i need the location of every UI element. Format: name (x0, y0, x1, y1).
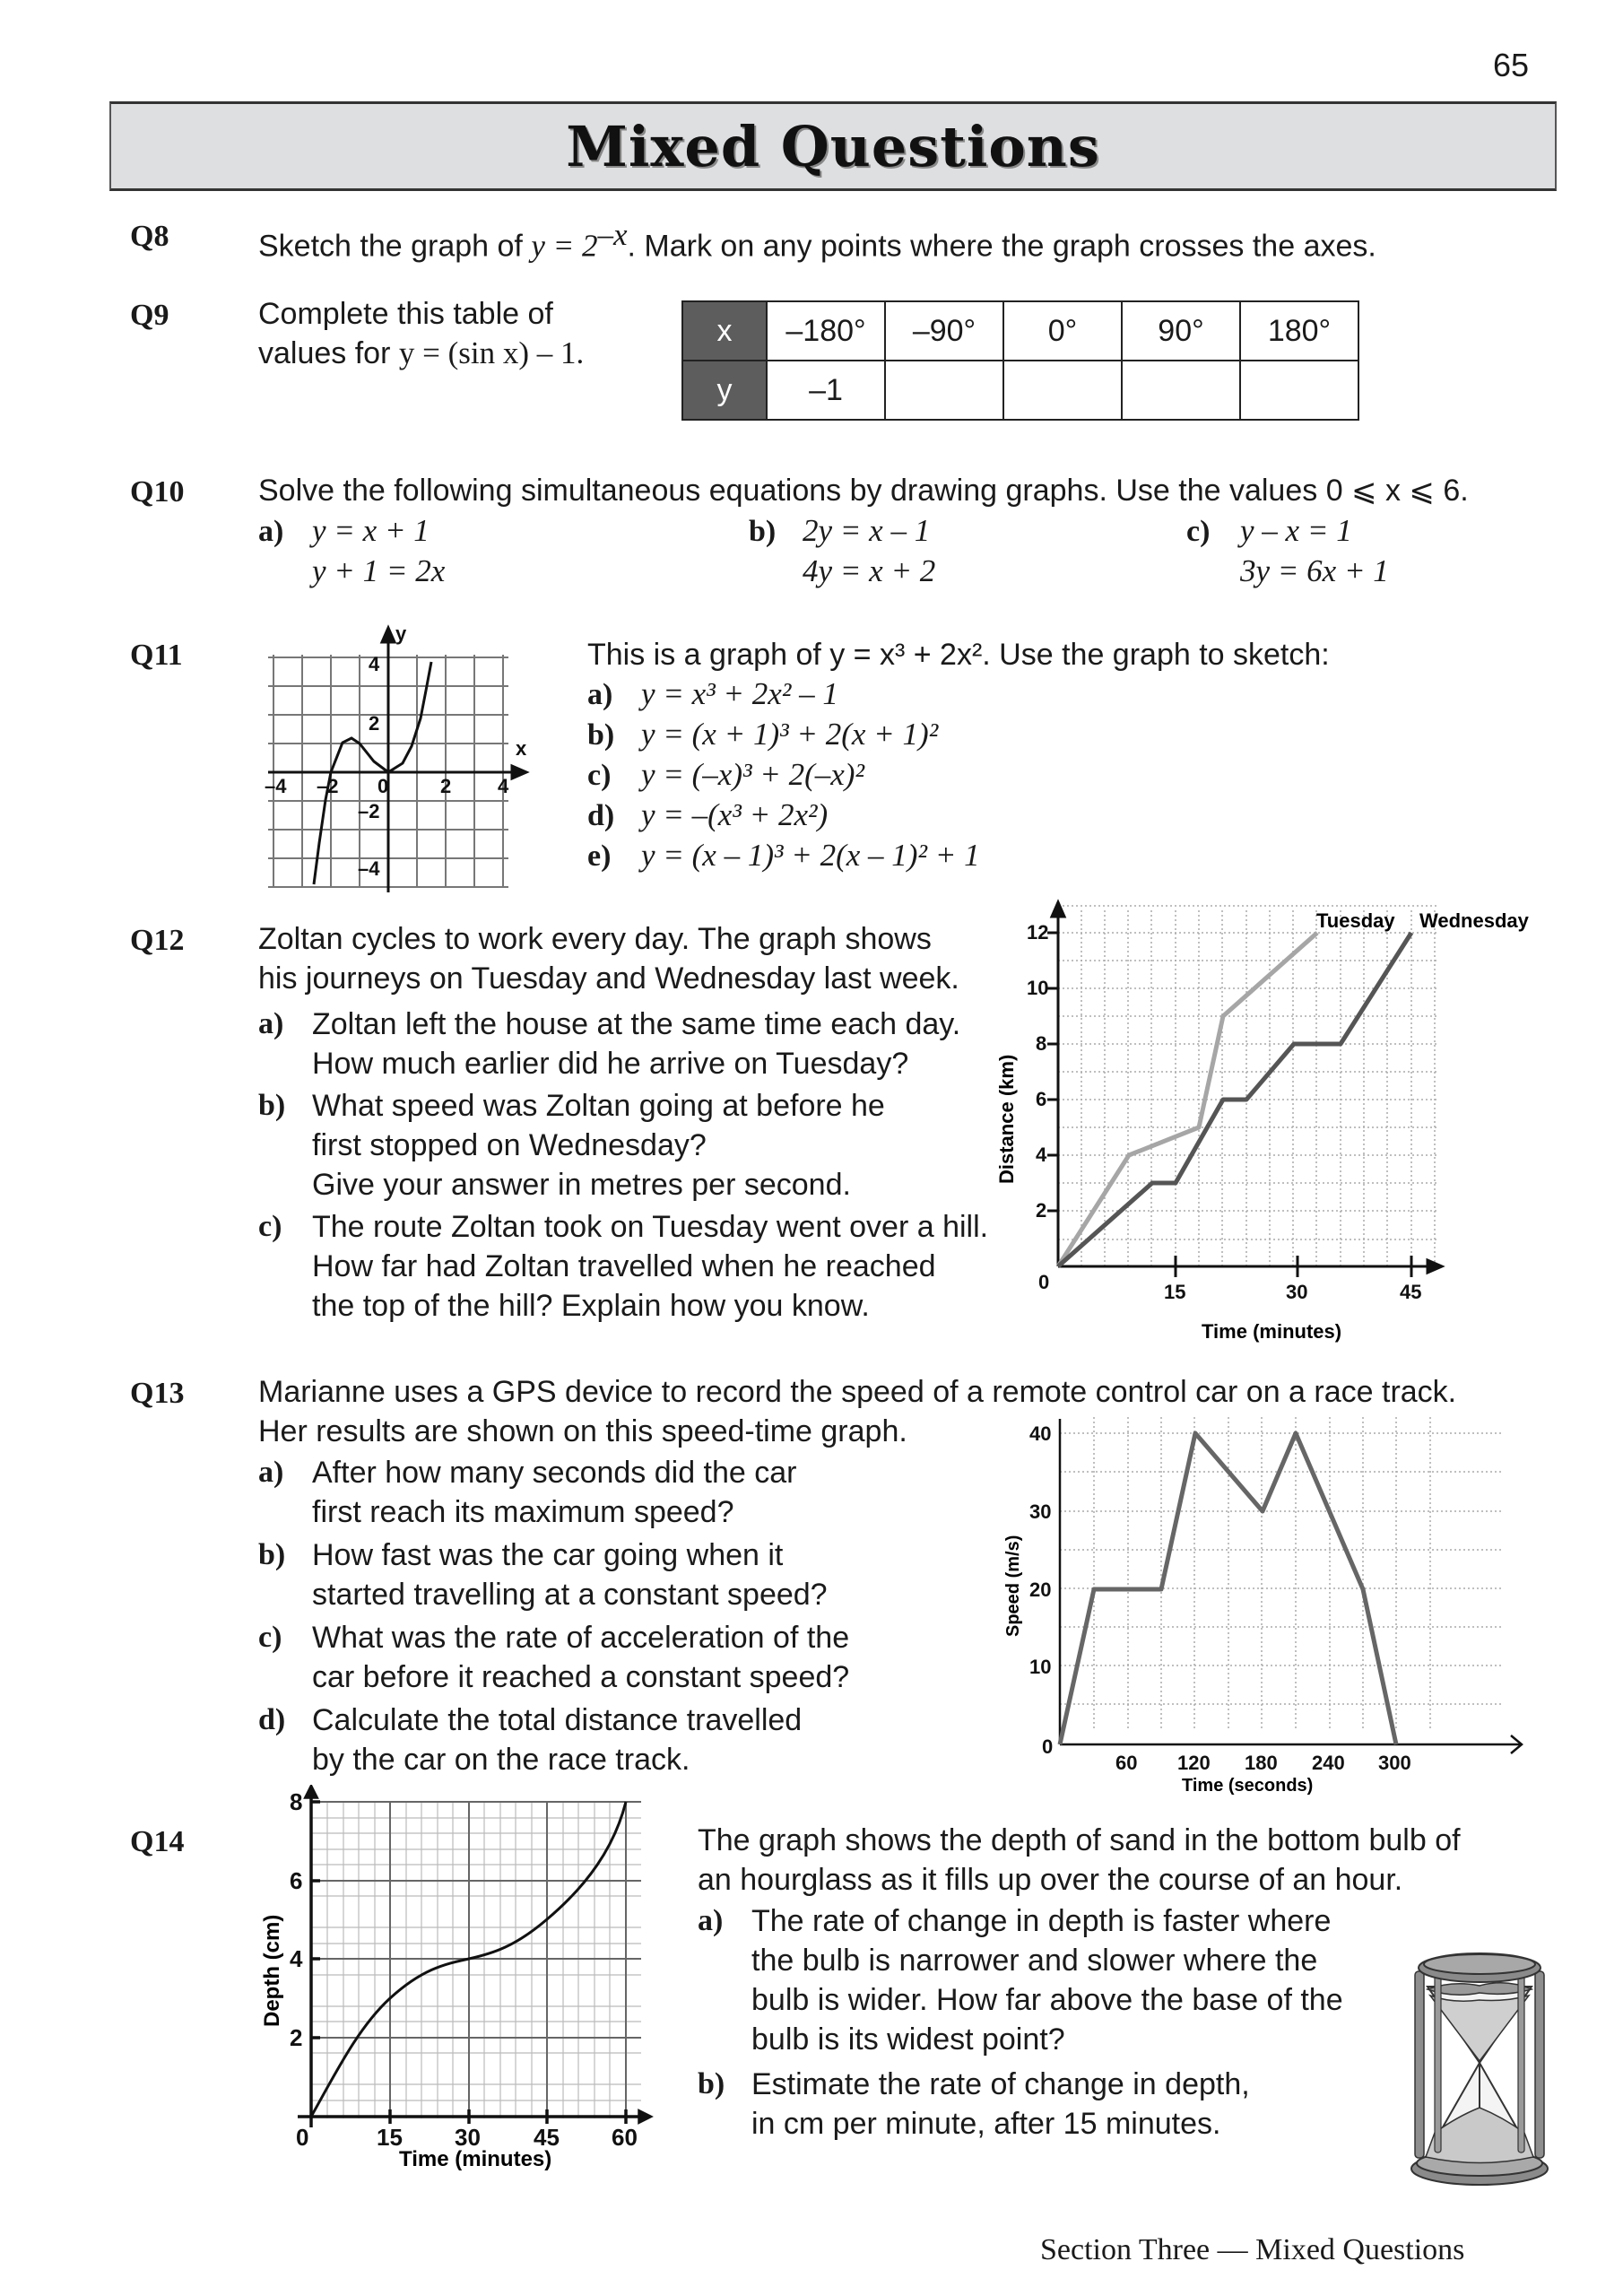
intro-line: Marianne uses a GPS device to record the speed of a remote control car on a race track. (258, 1375, 1457, 1409)
part-line: What speed was Zoltan going at before he (312, 1089, 885, 1123)
legend-wednesday: Wednesday (1419, 909, 1529, 932)
part-line: How far had Zoltan travelled when he reached (312, 1249, 936, 1283)
grid-lines (1058, 906, 1439, 1266)
q11-number: Q11 (130, 639, 183, 672)
x-axis-label: Time (minutes) (399, 2147, 552, 2171)
part-label: b) (258, 1538, 286, 1571)
q9-line2-text: values for (258, 336, 399, 370)
minor-grid (311, 1803, 641, 2118)
part-label: a) (258, 1456, 284, 1489)
svg-text:45: 45 (1400, 1281, 1422, 1303)
part-line: How much earlier did he arrive on Tuesday? (312, 1047, 909, 1081)
svg-text:–4: –4 (358, 857, 380, 880)
page-title: Mixed Questions (566, 114, 1100, 179)
svg-text:4: 4 (369, 653, 380, 675)
part-line: bulb is its widest point? (751, 2022, 1065, 2057)
part-label: c) (258, 1621, 282, 1654)
svg-text:10: 10 (1027, 977, 1049, 999)
intro-line: an hourglass as it fills up over the course of an hour. (698, 1863, 1403, 1897)
part-line: bulb is wider. How far above the base of the (751, 1983, 1343, 2017)
part-label: c) (587, 759, 612, 792)
q12-number: Q12 (130, 924, 185, 957)
equation: 3y = 6x + 1 (1240, 553, 1389, 588)
part-line: the top of the hill? Explain how you know. (312, 1289, 870, 1323)
svg-text:8: 8 (290, 1788, 303, 1815)
table-cell: 0° (1003, 301, 1122, 361)
axes (1060, 1419, 1522, 1753)
equation: 2y = x – 1 (803, 513, 931, 548)
q11-cubic-graph (265, 619, 542, 897)
equation: y = (–x)³ + 2(–x)² (641, 757, 864, 792)
svg-text:6: 6 (290, 1867, 303, 1894)
q10-part-b (749, 511, 935, 591)
part-label: a) (258, 1007, 284, 1040)
svg-text:30: 30 (1029, 1500, 1052, 1523)
svg-text:10: 10 (1029, 1656, 1052, 1678)
q13-parts (258, 1453, 849, 1779)
svg-text:4: 4 (290, 1945, 303, 1972)
q9-values-table (681, 300, 1359, 421)
part-line: Estimate the rate of change in depth, (751, 2067, 1250, 2101)
equation: y + 1 = 2x (312, 553, 446, 588)
q8-text-a: Sketch the graph of (258, 229, 532, 264)
q14-parts (698, 1901, 1343, 2144)
svg-text:30: 30 (455, 2124, 481, 2151)
svg-text:15: 15 (1164, 1281, 1186, 1303)
part-label: a) (587, 678, 613, 711)
svg-text:–2: –2 (317, 775, 339, 797)
part-label: b) (258, 1089, 286, 1122)
intro-line: The graph shows the depth of sand in the bottom bulb of (698, 1823, 1461, 1857)
equation: y = –(x³ + 2x²) (641, 797, 829, 832)
table-cell-blank[interactable] (1122, 361, 1240, 420)
svg-text:240: 240 (1312, 1752, 1345, 1774)
svg-text:8: 8 (1036, 1032, 1047, 1055)
tick-labels (1029, 1422, 1411, 1774)
svg-text:x: x (516, 737, 527, 760)
svg-text:y: y (395, 622, 407, 645)
svg-text:300: 300 (1378, 1752, 1411, 1774)
axes (268, 628, 526, 892)
q9-line1: Complete this table of (258, 297, 553, 331)
y-axis-label: Distance (km) (995, 1054, 1018, 1184)
part-line: car before it reached a constant speed? (312, 1660, 850, 1694)
svg-text:6: 6 (1036, 1088, 1047, 1110)
equation: y = (x – 1)³ + 2(x – 1)² + 1 (641, 838, 980, 873)
part-label: d) (258, 1703, 286, 1736)
svg-text:2: 2 (440, 775, 452, 797)
part-line: What was the rate of acceleration of the (312, 1621, 850, 1655)
part-label: c) (1186, 515, 1211, 548)
q11-parts (587, 674, 980, 876)
equation: y – x = 1 (1240, 513, 1352, 548)
svg-text:60: 60 (1115, 1752, 1138, 1774)
q9-number: Q9 (130, 299, 169, 332)
svg-text:120: 120 (1177, 1752, 1211, 1774)
svg-text:0: 0 (296, 2124, 309, 2151)
q13-number: Q13 (130, 1377, 185, 1410)
table-cell-blank[interactable] (885, 361, 1003, 420)
svg-text:180: 180 (1245, 1752, 1278, 1774)
part-label: a) (258, 515, 284, 548)
svg-text:15: 15 (377, 2124, 403, 2151)
table-cell: 180° (1240, 301, 1358, 361)
svg-text:–2: –2 (358, 800, 380, 822)
table-cell-blank[interactable] (1240, 361, 1358, 420)
part-label: e) (587, 839, 612, 873)
svg-text:0: 0 (1042, 1735, 1054, 1758)
q9-line2 (258, 334, 584, 373)
part-line: The rate of change in depth is faster where (751, 1904, 1332, 1938)
tick-labels (1027, 921, 1421, 1303)
svg-text:40: 40 (1029, 1422, 1052, 1445)
footer-section-title: Section Three — Mixed Questions (1040, 2233, 1465, 2266)
part-label: d) (587, 799, 615, 832)
part-line: by the car on the race track. (312, 1743, 690, 1777)
equation: 4y = x + 2 (803, 553, 936, 588)
svg-text:60: 60 (612, 2124, 638, 2151)
svg-text:0: 0 (1038, 1271, 1050, 1293)
x-axis-label: Time (seconds) (1182, 1776, 1314, 1796)
q8-text (258, 215, 1376, 265)
svg-text:45: 45 (534, 2124, 560, 2151)
table-cell: –90° (885, 301, 1003, 361)
part-line: started travelling at a constant speed? (312, 1578, 828, 1612)
q12-distance-time-graph (986, 897, 1533, 1345)
q12-parts (258, 1004, 988, 1326)
q11-intro: This is a graph of y = x³ + 2x². Use the graph to sketch: (587, 638, 1330, 672)
q13-speed-time-graph (986, 1399, 1524, 1798)
table-cell-blank[interactable] (1003, 361, 1122, 420)
part-line: Zoltan left the house at the same time each day. (312, 1007, 961, 1041)
q10-text: Solve the following simultaneous equations by drawing graphs. Use the values 0 ⩽ x ⩽ 6. (258, 474, 1469, 508)
part-label: b) (698, 2067, 725, 2100)
hourglass-icon (1399, 1937, 1560, 2197)
legend-tuesday: Tuesday (1316, 909, 1395, 932)
q8-number: Q8 (130, 220, 169, 253)
q14-intro (698, 1821, 1461, 1900)
part-line: first stopped on Wednesday? (312, 1128, 707, 1162)
part-line: in cm per minute, after 15 minutes. (751, 2107, 1221, 2141)
table-header-y: y (682, 361, 767, 420)
title-banner (109, 101, 1557, 191)
part-line: the bulb is narrower and slower where the (751, 1944, 1318, 1978)
svg-text:2: 2 (1036, 1199, 1047, 1222)
part-line: Calculate the total distance travelled (312, 1703, 803, 1737)
part-line: After how many seconds did the car (312, 1456, 797, 1490)
svg-text:30: 30 (1286, 1281, 1308, 1303)
table-cell: –180° (767, 301, 885, 361)
table-cell: –1 (767, 361, 885, 420)
q14-depth-time-graph (247, 1785, 668, 2197)
axis-labels (265, 622, 527, 880)
q8-exponent: –x (597, 217, 628, 252)
wednesday-line (1058, 933, 1411, 1266)
svg-text:0: 0 (378, 775, 389, 797)
equation: y = x + 1 (312, 513, 430, 548)
svg-text:12: 12 (1027, 921, 1049, 944)
q10-part-a (258, 511, 445, 591)
q10-part-c (1186, 511, 1389, 591)
svg-text:2: 2 (290, 2024, 303, 2051)
table-cell: 90° (1122, 301, 1240, 361)
svg-text:2: 2 (369, 712, 380, 735)
q9-equation: y = (sin x) – 1. (398, 335, 585, 370)
svg-text:–4: –4 (265, 775, 287, 797)
q8-equation: y = 2 (531, 228, 598, 264)
part-label: b) (749, 515, 777, 548)
part-label: a) (698, 1904, 724, 1937)
equation: y = (x + 1)³ + 2(x + 1)² (641, 717, 939, 752)
intro-line: his journeys on Tuesday and Wednesday last week. (258, 961, 959, 996)
q12-intro (258, 919, 959, 998)
q10-number: Q10 (130, 475, 185, 509)
part-line: The route Zoltan took on Tuesday went over a hill. (312, 1210, 989, 1244)
part-line: Give your answer in metres per second. (312, 1168, 851, 1202)
svg-text:20: 20 (1029, 1578, 1052, 1601)
q8-text-b: . Mark on any points where the graph crosses the axes. (627, 229, 1376, 264)
table-header-x: x (682, 301, 767, 361)
part-label: b) (587, 718, 615, 752)
part-line: first reach its maximum speed? (312, 1495, 734, 1529)
tick-labels (290, 1788, 638, 2151)
q14-number: Q14 (130, 1825, 185, 1858)
table-row-y (682, 361, 1358, 420)
part-label: c) (258, 1210, 282, 1243)
y-axis-label: Speed (m/s) (1003, 1535, 1023, 1637)
equation: y = x³ + 2x² – 1 (641, 676, 838, 711)
intro-line: Her results are shown on this speed-time graph. (258, 1414, 907, 1448)
svg-text:4: 4 (498, 775, 509, 797)
x-axis-label: Time (minutes) (1202, 1320, 1342, 1343)
page-number: 65 (1493, 47, 1530, 83)
part-line: How fast was the car going when it (312, 1538, 784, 1572)
intro-line: Zoltan cycles to work every day. The graph shows (258, 922, 932, 956)
y-axis-label: Depth (cm) (260, 1914, 284, 2027)
table-row-x (682, 301, 1358, 361)
svg-text:4: 4 (1036, 1144, 1047, 1166)
